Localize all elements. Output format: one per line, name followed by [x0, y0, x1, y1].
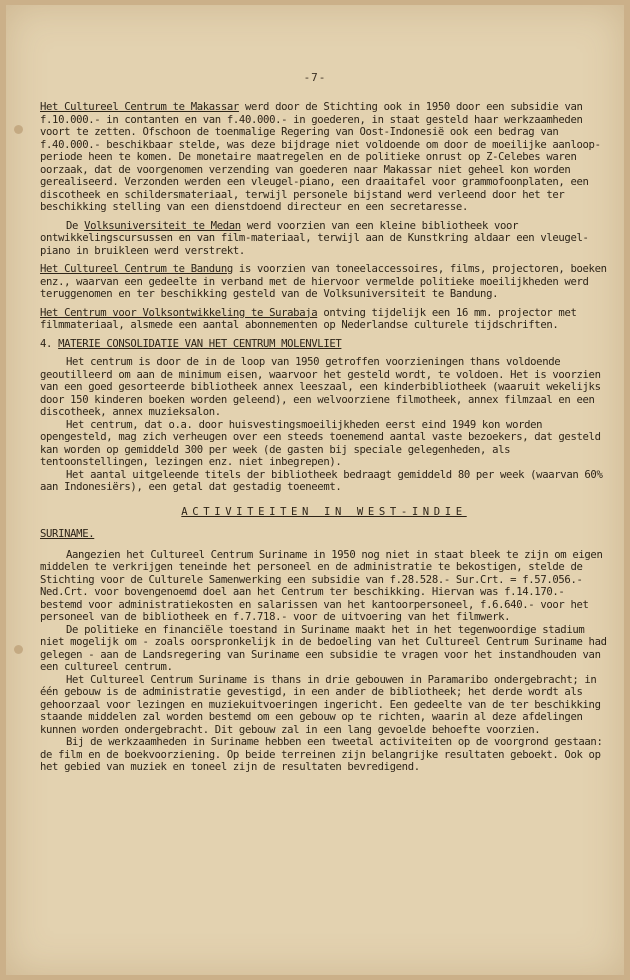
paragraph-suriname: Aangezien het Cultureel Centrum Suriname in 1950 nog niet in staat bleek te zijn om eigen middelen te verkrijgen teneinde het personeel en de administratie te bekostigen, stelde de Stichting voor de Culturele Samenwerking een subsidie van f.28.528.- Sur.Crt. = f.57.056.- Ned.Crt. voor bovengenoemd doel aan het Centrum ter beschikking. Hiervan was f.14.170.- bestemd voor administratiekosten en salarissen van het kantoorpersoneel, f.6.640.- voor het personeel van de bibliotheek en f.7.718.- voor de uitvoering van het filmwerk. [40, 548, 603, 623]
section-4-number: 4. [40, 337, 53, 350]
makassar-text: werd door de Stichting ook in 1950 door een subsidie van f.10.000.- in contanten en van f.40.000.- in goederen, in staat gesteld haar werkzaamheden voort te zetten. Ofschoon de toenmalige Regering van Oost-Indonesië ook een bedrag van f.40.000.- beschikbaar stelde, was deze bijdrage niet voldoende om door de moeilijke aanloop-periode heen te komen. De monetaire maatregelen en de politieke onrust op Z-Celebes waren oorzaak, dat de voorgenomen verzending van goederen naar Makassar niet geheel kon worden gerealiseerd. Verzonden werden een vleugel-piano, een draaitafel voor grammofoonplaten, een discotheek en schildersmateriaal, terwijl personele bijstand werd verleend door het ter beschikking stelling van een dienstdoend directeur en een secretaresse. [40, 101, 601, 213]
paragraph-surabaja [40, 307, 608, 332]
typed-body [40, 101, 608, 780]
surabaja-text: ontving tijdelijk een 16 mm. projector met filmmateriaal, alsmede een aantal abonnementen op Nederlandse culturele tijdschriften. [40, 306, 577, 331]
medan-text: werd voorzien van een kleine bibliotheek voor ontwikkelingscursussen en van film-materiaal, terwijl aan de Kunstkring aldaar een vleugel-piano in bruikleen werd verstrekt. [40, 219, 589, 257]
surabaja-title: Het Centrum voor Volksontwikkeling te Surabaja [40, 306, 318, 319]
paragraph-suriname: Bij de werkzaamheden in Suriname hebben een tweetal activiteiten op de voorgrond gestaan: de film en de boekvoorziening. Op beide terreinen zijn belangrijke resultaten geboekt. Ook op het gebied van muziek en toneel zijn de resultaten bevredigend. [40, 736, 603, 773]
section-4-title: MATERIE CONSOLIDATIE VAN HET CENTRUM MOLENVLIET [58, 337, 342, 350]
suriname-heading: SURINAME. [40, 528, 95, 540]
paragraph-molenvliet: Het centrum, dat o.a. door huisvestingsmoeilijkheden eerst eind 1949 kon worden opengesteld, mag zich verheugen over een steeds toenemend aantal vaste bezoekers, dat gesteld kan worden op gemiddeld 300 per week (de gasten bij speciale gelegenheden, als tentoonstellingen, lezingen enz. niet inbegrepen). [40, 418, 601, 468]
paragraph-medan [40, 220, 608, 258]
paragraph-molenvliet: Het centrum is door de in de loop van 1950 getroffen voorzieningen thans voldoende geoutilleerd om aan de minimum eisen, waarvoor het gesteld wordt, te voldoen. Het is voorzien van een goed gesorteerde bibliotheek annex leeszaal, een kinderbibliotheek (waaruit wekelijks door 150 kinderen boeken worden geleend), een welvoorziene filmotheek, annex filmzaal en een discotheek, annex muzieksalon. [40, 356, 601, 418]
document-page [6, 5, 624, 975]
medan-prefix: De [66, 219, 85, 232]
medan-title: Volksuniversiteit te Medan [84, 219, 241, 232]
paragraph-makassar [40, 101, 608, 214]
paragraph-suriname: Het Cultureel Centrum Suriname is thans in drie gebouwen in Paramaribo ondergebracht; in één gebouw is de administratie gevestigd, in een ander de bibliotheek; het derde wordt als gehoorzaal voor lezingen en muziekuitvoeringen ingericht. Een gedeelte van de ter beschikking staande middelen zal worden bestemd om een gebouw op te richten, waarin al deze afdelingen kunnen worden ondergebracht. Dit gebouw zal in een lang gevoelde behoefte voorzien. [40, 673, 601, 736]
makassar-title: Het Cultureel Centrum te Makassar [40, 101, 239, 113]
paragraph-molenvliet: Het aantal uitgeleende titels der bibliotheek bedraagt gemiddeld 80 per week (waarvan 60% aan Indonesiërs), een getal dat gestadig toeneemt. [40, 468, 603, 493]
bandung-text: is voorzien van toneelaccessoires, films, projectoren, boeken enz., waarvan een gedeelte in verband met de hiervoor vermelde politieke moeilijkheden werd teruggenomen en ter beschikking gesteld van de Volksuniversiteit te Bandung. [40, 263, 607, 300]
paragraph-bandung [40, 263, 608, 301]
west-indie-heading: ACTIVITEITEN IN WEST-INDIE [181, 505, 467, 518]
section-4-heading [40, 338, 608, 351]
bandung-title: Het Cultureel Centrum te Bandung [40, 263, 233, 275]
binder-hole [14, 645, 23, 654]
binder-hole [14, 125, 23, 134]
paragraph-suriname: De politieke en financiële toestand in Suriname maakt het in het tegenwoordige stadium niet mogelijk om - zoals oorspronkelijk in de bedoeling van het Cultureel Centrum Suriname had gelegen - aan de Landsregering van Suriname een subsidie te vragen voor het instandhouden van een cultureel centrum. [40, 623, 607, 673]
page-number: -7- [303, 71, 327, 84]
